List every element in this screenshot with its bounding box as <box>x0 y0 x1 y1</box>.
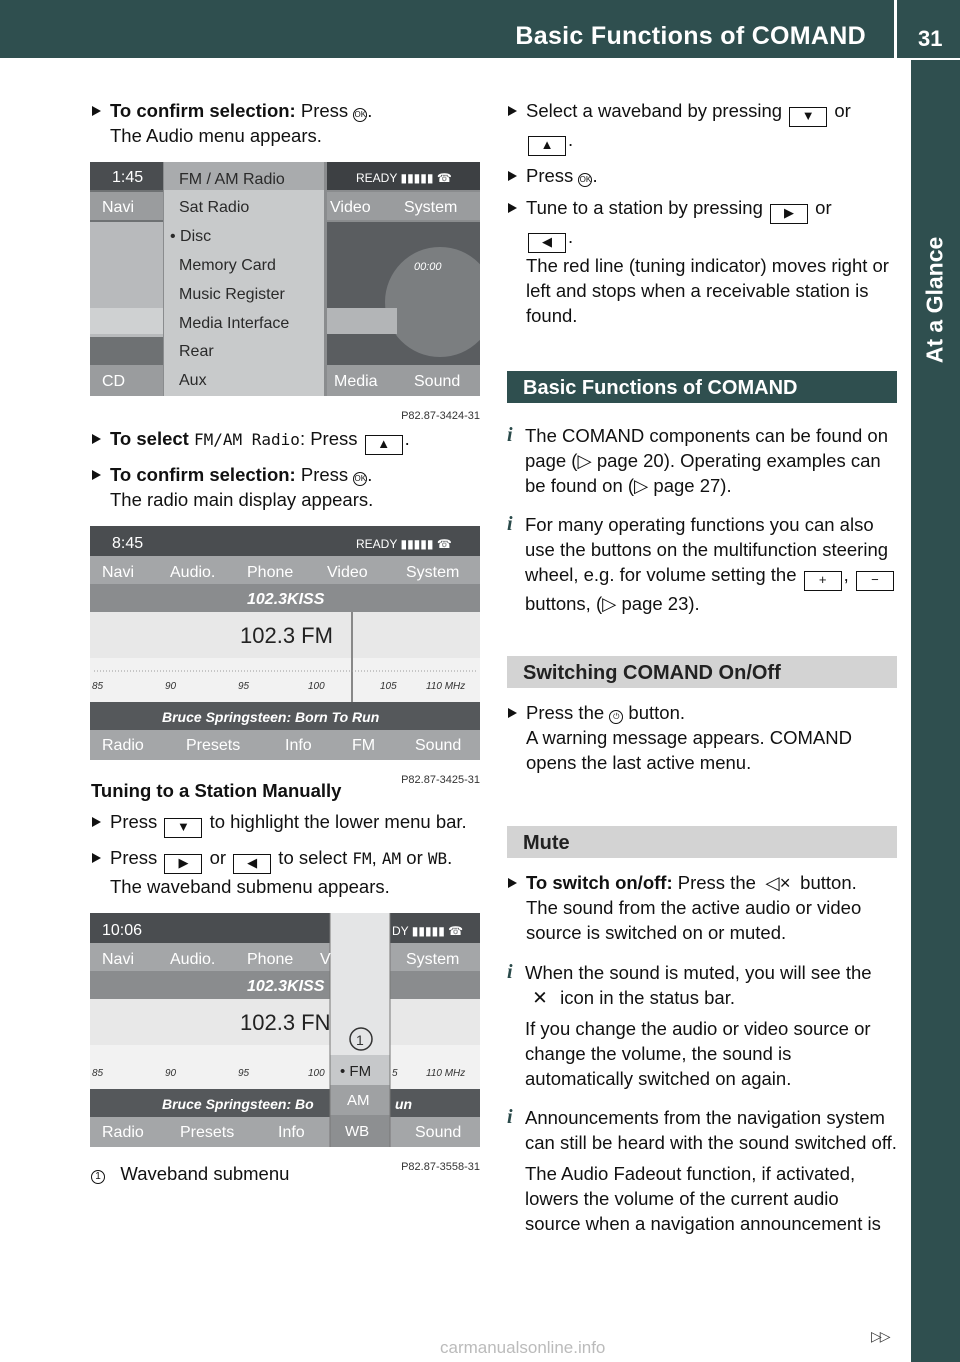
legend-waveband: 1 Waveband submenu <box>91 1161 483 1186</box>
submenu-fm: • FM <box>340 1063 372 1080</box>
right-key-icon: ▶ <box>770 204 808 224</box>
down-key-icon: ▼ <box>789 107 827 127</box>
screen3-status: DY ▮▮▮▮▮ ☎ <box>392 924 464 938</box>
menu-item-2: • Disc <box>170 228 212 245</box>
screen1-right-top-1: System <box>404 199 458 216</box>
left-key-icon: ◀ <box>528 233 566 253</box>
screen2-bottom-4: Sound <box>415 737 462 754</box>
scale3-2: 95 <box>238 1068 250 1079</box>
ok-button-icon: OK <box>353 472 367 486</box>
page-header <box>0 0 960 58</box>
step-mute: To switch on/off: Press the ◁× button. The sound from the active audio or video source is switched on or muted. <box>507 870 897 945</box>
step-confirm-2: To confirm selection: Press OK. The radio main display appears. <box>91 462 483 512</box>
screen3-track-end: un <box>395 1096 413 1112</box>
minus-key-icon: − <box>856 571 894 591</box>
screen1-caption: P82.87-3424-31 <box>401 410 480 422</box>
screen3-tab-2: Phone <box>247 951 294 968</box>
scale-1: 90 <box>165 681 177 692</box>
right-key-icon: ▶ <box>164 854 202 874</box>
scale3-5: 110 MHz <box>426 1068 466 1079</box>
power-button-icon: ⏻ <box>609 710 623 724</box>
screen3-bottom-3: Sound <box>415 1124 462 1141</box>
info-icon: i <box>507 961 513 983</box>
info-steering-wheel: i For many operating functions you can also use the buttons on the multifunction steering wheel, e.g. for volume setting the + , − buttons, (▷ page 23). <box>507 512 897 616</box>
screen3-bottom-2: Info <box>278 1124 305 1141</box>
screen3-bottom-0: Radio <box>102 1124 144 1141</box>
screen2-tab-1: Audio. <box>170 564 216 581</box>
screen3-freq: 102.3 FN <box>240 1010 331 1035</box>
step-power: Press the ⏻ button. A warning message appears. COMAND opens the last active menu. <box>507 700 897 775</box>
scale-4: 105 <box>380 681 397 692</box>
submenu-wb: WB <box>345 1123 370 1140</box>
section-mute: Mute <box>507 826 897 858</box>
section-basic-functions: Basic Functions of COMAND <box>507 371 897 403</box>
scale3-3: 100 <box>308 1068 325 1079</box>
screen2-bottom-3: FM <box>352 737 376 754</box>
menu-item-4: Music Register <box>179 286 285 303</box>
info-components: i The COMAND components can be found on page (▷ page 20). Operating examples can be found on (▷ page 27). <box>507 424 888 496</box>
ok-button-icon: OK <box>353 108 367 122</box>
header-title: Basic Functions of COMAND <box>515 22 866 50</box>
screen1-left-label-0: Navi <box>102 199 135 216</box>
step-select-fmam: To select FM/AM Radio: Press ▲ . <box>91 426 483 455</box>
tuning-heading: Tuning to a Station Manually <box>91 780 342 801</box>
info-announcements: i Announcements from the navigation system can still be heard with the sound switched off. The Audio Fadeout function, if activated, lowers the volume of the current audio source when a navigation announcement is <box>507 1106 897 1234</box>
header-divider <box>894 0 897 58</box>
screen2-time: 8:45 <box>112 535 144 552</box>
screenshot-audio-menu <box>90 162 480 422</box>
up-key-icon: ▲ <box>528 136 566 156</box>
screen3-tab-1: Audio. <box>170 951 216 968</box>
menu-item-6: Rear <box>179 343 214 360</box>
ok-button-icon: OK <box>578 173 592 187</box>
screen2-tab-3: Video <box>327 564 368 581</box>
screen3-tab-4: System <box>406 951 460 968</box>
screen3-time: 10:06 <box>102 922 143 939</box>
screen3-track: Bruce Springsteen: Bo <box>162 1096 314 1112</box>
left-column <box>91 98 483 1186</box>
screen2-tab-2: Phone <box>247 564 294 581</box>
screen1-status: READY ▮▮▮▮▮ ☎ <box>356 171 452 185</box>
mute-status-icon: ✕ <box>532 987 548 1008</box>
step-tune: Tune to a station by pressing ▶ or ◀ . The red line (tuning indicator) moves right or left and stops when a receivable station is found. <box>507 195 897 328</box>
screen2-tab-0: Navi <box>102 564 135 581</box>
screen2-bottom-2: Info <box>285 737 312 754</box>
menu-item-5: Media Interface <box>179 315 290 332</box>
step-press-down: Press ▼ to highlight the lower menu bar. <box>91 809 483 838</box>
screen3-caption: P82.87-3558-31 <box>401 1161 480 1173</box>
screen1-right-bottom-1: Sound <box>414 373 461 390</box>
submenu-marker: 1 <box>356 1032 364 1048</box>
screen3-tab-3: V <box>320 951 331 968</box>
plus-key-icon: + <box>804 571 842 591</box>
menu-item-3: Memory Card <box>179 257 276 274</box>
screen2-status: READY ▮▮▮▮▮ ☎ <box>356 537 452 551</box>
screen2-station: 102.3KISS <box>247 591 325 608</box>
screenshot-waveband-submenu <box>90 913 480 1173</box>
scale-0: 85 <box>92 681 104 692</box>
screen3-bottom-1: Presets <box>180 1124 235 1141</box>
info-icon: i <box>507 424 513 446</box>
info-muted-icon: i When the sound is muted, you will see the ✕ icon in the status bar. If you change the audio or video source or change the volume, the sound is automatically switched on again. <box>507 961 872 1089</box>
info-icon: i <box>507 1106 513 1128</box>
screen2-caption: P82.87-3425-31 <box>401 774 480 786</box>
step-select-waveband: Press ▶ or ◀ to select FM, AM or WB. The waveband submenu appears. <box>91 845 483 899</box>
screen1-left-label-1: CD <box>102 373 126 390</box>
screen2-bottom-1: Presets <box>186 737 241 754</box>
screen3-tab-0: Navi <box>102 951 135 968</box>
info-icon: i <box>507 513 513 535</box>
screen1-time: 1:45 <box>112 169 144 186</box>
menu-item-1: Sat Radio <box>179 199 250 216</box>
scale-5: 110 MHz <box>426 681 466 692</box>
scale-2: 95 <box>238 681 250 692</box>
continue-arrows: ▷▷ <box>871 1328 889 1344</box>
screenshot-radio-main <box>90 526 480 786</box>
scale3-1: 90 <box>165 1068 177 1079</box>
screen2-bottom-0: Radio <box>102 737 144 754</box>
mute-button-icon: ◁× <box>765 872 791 893</box>
screen2-track: Bruce Springsteen: Born To Run <box>162 709 380 725</box>
screen1-counter: 00:00 <box>414 261 442 273</box>
menu-item-7: Aux <box>179 372 207 389</box>
page-number: 31 <box>918 26 943 51</box>
screen2-tab-4: System <box>406 564 460 581</box>
scale3-4: 5 <box>392 1068 398 1079</box>
left-key-icon: ◀ <box>233 854 271 874</box>
watermark: carmanualsonline.info <box>440 1338 606 1357</box>
side-tab-label: At a Glance <box>921 236 948 364</box>
scale3-0: 85 <box>92 1068 104 1079</box>
menu-item-0: FM / AM Radio <box>179 171 285 188</box>
scale-3: 100 <box>308 681 325 692</box>
down-key-icon: ▼ <box>164 818 202 838</box>
screen2-freq: 102.3 FM <box>240 623 333 648</box>
screen1-right-top-0: Video <box>330 199 371 216</box>
up-key-icon: ▲ <box>365 435 403 455</box>
step-press-ok: Press OK. <box>507 163 897 188</box>
screen3-station: 102.3KISS <box>247 978 325 995</box>
side-tab <box>911 60 960 1362</box>
submenu-am: AM <box>347 1092 370 1109</box>
step-confirm-1: To confirm selection: Press OK. The Audio menu appears. <box>91 98 483 148</box>
step-select-waveband-key: Select a waveband by pressing ▼ or ▲ . <box>507 98 897 156</box>
screen1-right-bottom-0: Media <box>334 373 378 390</box>
right-column <box>507 98 897 1250</box>
section-on-off: Switching COMAND On/Off <box>507 656 897 688</box>
